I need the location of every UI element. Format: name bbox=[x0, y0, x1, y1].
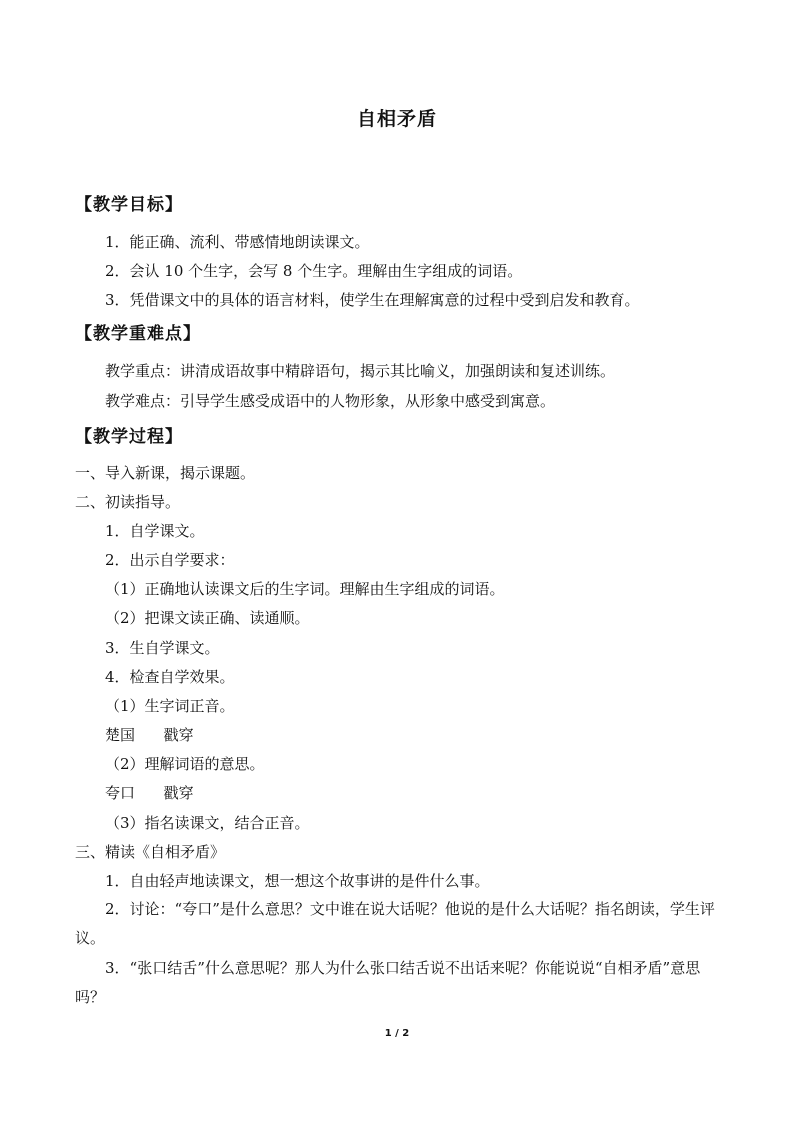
process-line: 4．检查自学效果。 bbox=[105, 668, 235, 686]
page-number: 1 / 2 bbox=[384, 1028, 410, 1039]
process-line: （1）正确地认读课文后的生字词。理解由生字组成的词语。 bbox=[105, 580, 505, 598]
objective-item: 2．会认 10 个生字，会写 8 个生字。理解由生字组成的词语。 bbox=[105, 262, 523, 280]
key-point-item: 教学难点：引导学生感受成语中的人物形象，从形象中感受到寓意。 bbox=[105, 392, 556, 410]
process-line: 楚国 戳穿 bbox=[105, 726, 194, 744]
process-paragraph: 3．“张口结舌”什么意思呢？那人为什么张口结舌说不出话来呢？你能说说“自相矛盾”意思吗？ bbox=[75, 959, 701, 1006]
process-line: 2．出示自学要求： bbox=[105, 551, 235, 569]
process-line: （3）指名读课文，结合正音。 bbox=[105, 814, 310, 832]
process-line: （2）把课文读正确、读通顺。 bbox=[105, 609, 310, 627]
process-line: （1）生字词正音。 bbox=[105, 697, 235, 715]
process-line: 三、精读《自相矛盾》 bbox=[75, 843, 226, 861]
section-heading-process: 【教学过程】 bbox=[75, 427, 183, 447]
process-line: （2）理解词语的意思。 bbox=[105, 755, 265, 773]
section-heading-objectives: 【教学目标】 bbox=[75, 195, 183, 215]
process-line: 3．生自学课文。 bbox=[105, 639, 220, 657]
key-point-item: 教学重点：讲清成语故事中精辟语句，揭示其比喻义，加强朗读和复述训练。 bbox=[105, 362, 616, 380]
process-line: 夸口 戳穿 bbox=[105, 784, 194, 802]
process-line: 二、初读指导。 bbox=[75, 493, 181, 511]
process-paragraph: 2．讨论：“夸口”是什么意思？文中谁在说大话呢？他说的是什么大话呢？指名朗读，学生评议。 bbox=[75, 900, 715, 947]
section-heading-key-points: 【教学重难点】 bbox=[75, 324, 201, 344]
process-line: 1．自学课文。 bbox=[105, 522, 205, 540]
document-title: 自相矛盾 bbox=[356, 108, 437, 130]
objective-item: 1．能正确、流利、带感情地朗读课文。 bbox=[105, 233, 370, 251]
process-line: 一、导入新课，揭示课题。 bbox=[75, 464, 256, 482]
objective-item: 3．凭借课文中的具体的语言材料，使学生在理解寓意的过程中受到启发和教育。 bbox=[105, 291, 640, 309]
process-line: 1．自由轻声地读课文，想一想这个故事讲的是件什么事。 bbox=[105, 872, 490, 890]
